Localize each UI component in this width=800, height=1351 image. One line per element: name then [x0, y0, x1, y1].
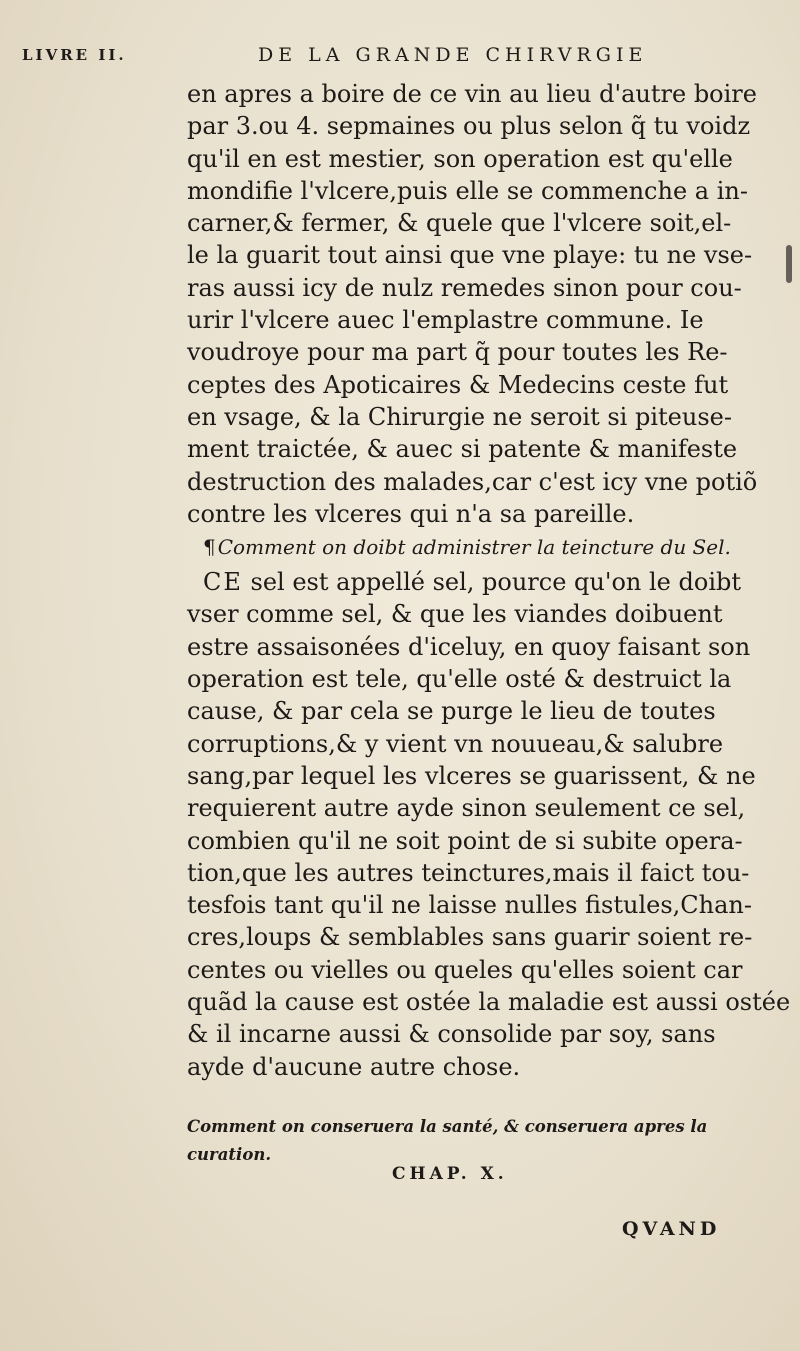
text-line: operation est tele, qu'elle osté & destruict la	[187, 665, 732, 694]
spacer	[187, 1083, 762, 1113]
text-line: cres,loups & semblables sans guarir soient re-	[187, 923, 753, 952]
running-head-book: LIVRE II.	[22, 46, 127, 64]
pilcrow-mark: ¶	[203, 535, 216, 560]
running-head	[0, 36, 800, 70]
chapter-heading: CHAP. X.	[392, 1164, 508, 1184]
text-line: ceptes des Apoticaires & Medecins ceste fut	[187, 370, 729, 399]
text-line: ment traictée, & auec si patente & manifeste	[187, 435, 738, 464]
text-line: sang,par lequel les vlceres se guarissent, & ne	[187, 761, 756, 790]
text-line: ras aussi icy de nulz remedes sinon pour cou-	[187, 273, 742, 302]
text-line: voudroye pour ma part q̃ pour toutes les Re-	[187, 338, 728, 367]
text-line: qu'il en est mestier, son operation est qu'elle	[187, 144, 733, 173]
text-line: sel est appellé sel, pource qu'on le doibt	[250, 568, 741, 597]
text-line: estre assaisonées d'iceluy, en quoy faisant son	[187, 632, 751, 661]
catchword: QVAND	[622, 1218, 721, 1240]
text-line: tion,que les autres teinctures,mais il faict tou-	[187, 858, 750, 887]
text-line: centes ou vielles ou queles qu'elles soient car	[187, 955, 743, 984]
text-line-dropcap	[187, 566, 762, 598]
text-line: corruptions,& y vient vn nouueau,& salubre	[187, 729, 724, 758]
text-line: quãd la cause est ostée la maladie est aussi ostée	[187, 988, 791, 1017]
running-head-title: DE LA GRANDE CHIRVRGIE	[258, 44, 648, 66]
text-line: carner,& fermer, & quele que l'vlcere soit,el-	[187, 209, 732, 238]
text-line: ayde d'aucune autre chose.	[187, 1052, 521, 1081]
drop-cap: CE	[203, 568, 243, 597]
text-line: destruction des malades,car c'est icy vne potiõ	[187, 467, 758, 496]
text-line: tesfois tant qu'il ne laisse nulles fistules,Chan-	[187, 891, 752, 920]
text-line: urir l'vlcere auec l'emplastre commune. Ie	[187, 306, 704, 335]
section-heading-text: Comment on doibt administrer la teincture du Sel.	[217, 535, 731, 560]
bleed-through-mark	[786, 245, 792, 283]
section-heading	[187, 530, 762, 566]
text-line: requierent autre ayde sinon seulement ce sel,	[187, 794, 746, 823]
text-line: mondifie l'vlcere,puis elle se commenche a in-	[187, 176, 748, 205]
body-text	[187, 78, 791, 1169]
text-line: le la guarit tout ainsi que vne playe: tu ne vse-	[187, 241, 753, 270]
text-line: vser comme sel, & que les viandes doibuent	[187, 600, 723, 629]
text-line: cause, & par cela se purge le lieu de toutes	[187, 697, 716, 726]
text-line: par 3.ou 4. sepmaines ou plus selon q̃ tu voidz	[187, 112, 751, 141]
text-line: en apres a boire de ce vin au lieu d'autre boire	[187, 80, 757, 108]
text-line: & il incarne aussi & consolide par soy, sans	[187, 1020, 716, 1049]
text-line: en vsage, & la Chirurgie ne seroit si piteuse-	[187, 402, 732, 431]
text-line: combien qu'il ne soit point de si subite opera-	[187, 826, 743, 855]
section-heading-2-cont: curation.	[187, 1144, 272, 1164]
text-line: contre les vlceres qui n'a sa pareille.	[187, 499, 635, 528]
section-heading-2: Comment on conseruera la santé, & conseruera apres la	[187, 1116, 708, 1136]
